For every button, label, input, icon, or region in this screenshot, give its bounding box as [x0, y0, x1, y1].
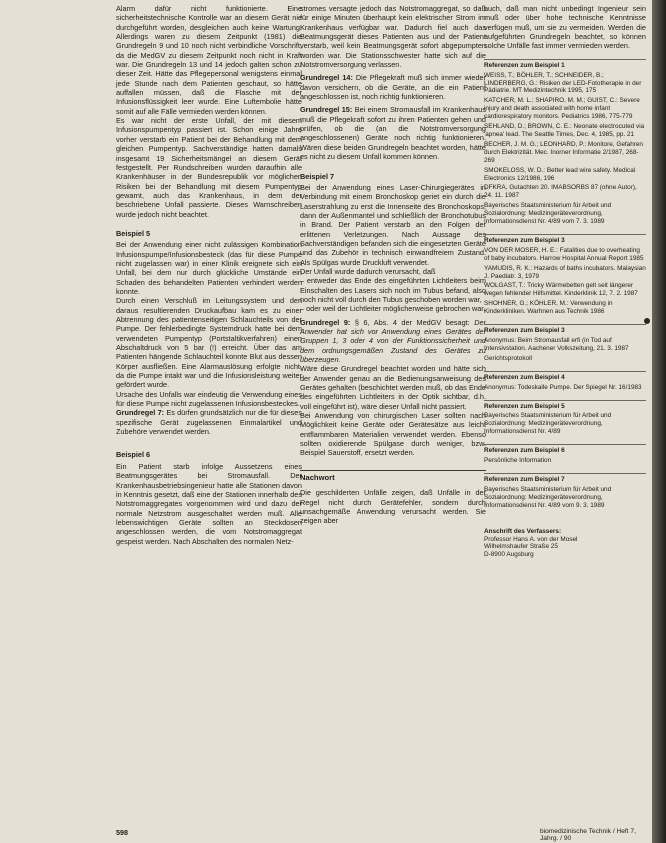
text-column-3 [484, 4, 646, 559]
paragraph: Bei der Anwendung einer nicht zulässigen Kombination Infusionspumpe/Infusionsbesteck (das für diese Pumpe nicht zugelassen war) in einer Klinik ereignete sich ein Unfall, bei dem nur durch glückliche Umstände ein Schaden des behandelten Patienten verhindert werden konnte. [116, 240, 302, 296]
reference-heading: Referenzen zum Beispiel 3 [484, 234, 646, 245]
rule-label: Grundregel 15: [300, 105, 353, 115]
paragraph: Bei Anwendung von chirurgischen Laser sollten nach Möglichkeit keine Geräte oder Gerätesätze aus leicht entflammbaren Materialien verwendet werden. Ebenso sollten oxidierende Spülgase durch weniger, bzw. Beispiel Sauerstoff, ersetzt werden. [300, 411, 486, 458]
reference-entry: Bayerisches Staatsministerium für Arbeit und Sozialordnung: Medizingeräteverordnung, Informationsdienst Nr. 4/89 [484, 412, 612, 436]
paragraph: Ursache des Unfalls war eindeutig die Verwendung eines für diese Pumpe nicht zugelassenen Infusionsbesteckes. [116, 389, 302, 409]
rule-label: Grundregel 9: [300, 317, 351, 327]
paragraph: Bei der Anwendung eines Laser-Chirurgiegerätes in Verbindung mit einem Bronchoskop geriet ein durch die Laserstrahlung zu erst die Innenseite des Bronchoskops, dann der Außenmantel und schließlich der Bronchotubus in Brand. Der Patient verstarb an den Folgen der erlittenen Verletzungen. Nach Aussage des Sachverständigen befanden sich die eingesetzten Geräte und das Zubehör in technisch einwandfreiem Zustand. Als Spülgas wurde Druckluft verwendet. [300, 182, 486, 267]
paragraph: auch, daß man nicht unbedingt Ingenieur sein muß oder über hohe technische Kenntnisse verfügen muß, um sie zu vermeiden. Werden die aufgeführten Grundregeln beachtet, so können solche Unfälle fast immer vermieden werden. [484, 4, 646, 51]
rule-label: Grundregel 7: [116, 408, 165, 418]
paragraph: Der Unfall wurde dadurch verursacht, daß [300, 266, 436, 276]
reference-heading: Referenzen zum Beispiel 3 [484, 324, 646, 335]
reference-entry: WEISS, T.; BÖHLER, T.; SCHNEIDER, B.; LINDERBERG, G.: Risiken der LED-Fototherapie in der Pädiatrie. MT Medizintechnik 1995, 175 [484, 71, 642, 95]
section-heading: Beispiel 7 [300, 171, 335, 181]
reference-heading: Referenzen zum Beispiel 7 [484, 473, 646, 484]
reference-heading: Referenzen zum Beispiel 1 [484, 59, 646, 70]
reference-entry: KATCHER, M. L.; SHAPIRO, M. M.; GUIST, C.: Severe injury and death associated with home infant cardiorespiratory monitors. Pediatrics 1986, 775-779 [484, 97, 640, 121]
reference-entry: SMOKELOSS, W. D.: Better lead wire safety. Medical Electronics 12/1986, 196 [484, 166, 636, 182]
reference-heading: Referenzen zum Beispiel 4 [484, 371, 646, 382]
rule-text: Die Pflegekraft muß sich immer wieder davon versichern, ob die Geräte, an die ein Patient angeschlossen ist, noch richtig funktionieren. [300, 73, 486, 102]
address-heading: Anschrift des Verfassers: [484, 527, 562, 535]
page-number: 598 [116, 828, 128, 837]
rule-paragraph [300, 318, 486, 365]
reference-entry: VON DER MOSER, H. E.: Fatalities due to overheating of baby incubators. Harrow Hospital Annual Report 1985 [484, 246, 644, 262]
reference-entry: DFKRA, Gutachten 20. IMABSORBS 87 (ohne Autor), 24. 11. 1987 [484, 184, 637, 200]
reference-list [484, 59, 646, 510]
section-heading: Beispiel 5 [116, 228, 151, 238]
address-line: Professor Hans A. von der Mosel [484, 535, 578, 543]
reference-entry: Gerichtsprotokoll [484, 354, 532, 362]
reference-entry: SHOHNER, G.; KÖHLER, M.: Verwendung in Kinderkliniken. Warhnen aus Technik 1986 [484, 300, 613, 316]
reference-entry: YAMUDIS, R. K.: Hazards of baths incubators. Malaysian J. Paediatr. 3, 1979 [484, 264, 646, 280]
rule-paragraph [300, 105, 486, 161]
section-heading-afterword: Nachwort [300, 470, 486, 482]
paragraph: Wäre diese Grundregel beachtet worden und hätte sich der Anwender genau an die Bedienungsanweisung des Gerätes gehalten (beschichtet werden muß, ob das Ende des eingeführten Lichtleiters in der Optik sichtbar, d.h. voll eingeführt ist), wäre dieser Unfall nicht passiert. [300, 364, 486, 411]
reference-entry: SEHLAND, D.; BROWN, C. E.: Neonate electrocuted via 'apnea' lead. The Seattle Times, Dec. 4, 1985, pp. 21 [484, 123, 645, 138]
reference-entry: Anonymus: Beim Stromausfall erfi (in Tod auf Intensivstation. Aachener Volkszeitung, 21. 3. 1987 [484, 337, 629, 352]
list-item: – oder weil der Lichtleiter möglicherweise gebrochen war. [300, 304, 486, 314]
text-column-2 [300, 4, 486, 526]
rule-text: Es dürfen grundsätzlich nur die für dieses spezifische Gerät zugelassenen Einmalartikel und Zubehöre verwendet werden. [116, 408, 302, 437]
reference-entry: Bayerisches Staatsministerium für Arbeit und Sozialordnung: Medizingeräteverordnung, Informationsdienst Nr. 4/89 vom 7. 3. 1989 [484, 202, 612, 226]
list-item: – entweder das Ende des eingeführten Lichtleiters beim Einschalten des Lasers sich noch im Tubus befand, also noch nicht voll durch den Tubus geschoben worden war, [300, 276, 486, 304]
reference-entry: Anonymus: Todeskalle Pumpe. Der Spiegel Nr. 16/1983 [484, 383, 642, 391]
address-line: Wilhelmshaufer Straße 25 [484, 543, 558, 551]
text-column-1 [116, 4, 302, 546]
paragraph: Ein Patient starb infolge Aussetzens eines Beatmungsgerätes bei Stromausfall. Der Krankenhausbetriebsingenieur hatte alle Stationen davon in Kenntnis gesetzt, daß eine der Stationen innerhalb des Notstromaggregates vorgenommen wird und dazu der normale Netzstrom ausgeschaltet werden muß. Alle lebenswichtigen Geräte sollten an Steckdosen angeschlossen werden, die vom Notstromaggregat gespeist werden. Nach Abschalten des normalen Netz- [116, 461, 302, 546]
paragraph: Es war nicht der erste Unfall, der mit diesem Infusionspumpentyp passiert ist. Schon einige Jahre vorher verstarb ein Patient bei der Behandlung mit dem gleichen Pumpentyp. Sachverständige hatten damals insgesamt 19 Sicherheitsmängel an diesem Gerät festgestellt. Per Rundschreiben wurden daraufhin alle Krankenhäuser in der Bundesrepublik vor möglichen Risiken bei der Behandlung mit diesem Pumpentyp gewarnt, auch das Krankenhaus, in dem der beschriebene Unfall passierte. Dieses Warnschreiben wurde jedoch nicht beachtet. [116, 116, 302, 219]
rule-text: Bei einem Stromausfall im Krankenhaus muß die Pflegekraft sofort zu ihren Patienten gehen und prüfen, ob die (an die Notstromversorgung angeschlossenen) Geräte noch richtig funktionieren. Wären diese beiden Grundregeln beachtet worden, hätte es nicht zu diesem Unfall kommen können. [300, 105, 487, 162]
journal-footer: biomedizinische Technik / Heft 7, Jahrg. / 90 [540, 828, 636, 842]
rule-paragraph [116, 408, 302, 436]
paragraph: Alarm dafür nicht funktionierte. Eine sicherheitstechnische Kontrolle war an diesem Gerät nie durchgeführt worden, desgleichen auch keine Wartung. Allerdings waren zu diesem Zeitpunkt (1981) die Grundregeln 9 und 10 noch nicht verbindliche Vorschrift, da die MedGV zu diesem Zeitpunkt noch nicht in Kraft war. Die Grundregeln 13 und 14 jedoch galten schon zu dieser Zeit. Hätte das Pflegepersonal wenigstens einmal jede Stunde nach dem Patienten geschaut, so hätte auffallen müssen, daß die Flasche mit der Infusionsflüssigkeit leer wurde. Eine Luftembolie hätte somit auf alle Fälle vermieden werden können. [116, 4, 302, 116]
page-edge-shadow [652, 0, 666, 843]
reference-entry: BECHER, J. M. G.; LEONHARD, P.: Monitore, Gefahren durch Elektrizität. Mec. Inorner Informatie 2/1987, 268-269 [484, 140, 643, 164]
rule-quote: Der Anwender hat sich vor Anwendung eines Gerätes der Gruppen 1, 3 oder 4 von der Funktionssicherheit und dem ordnungsgemäßen Zustand des Gerätes zu überzeugen. [300, 317, 487, 365]
reference-heading: Referenzen zum Beispiel 5 [484, 400, 646, 411]
reference-entry: Bayerisches Staatsministerium für Arbeit und Sozialordnung: Medizingeräteverordnung, Informationsdienst Nr. 4/89 vom 9. 3. 1989 [484, 485, 612, 509]
rule-paragraph [300, 73, 486, 101]
reference-entry: Persönliche Information [484, 457, 552, 465]
paragraph: stromes versagte jedoch das Notstromaggregat, so daß für einige Minuten überhaupt kein elektrischer Strom im Krankenhaus verfügbar war. Dadurch fiel auch das Beatmungsgerät dieses Patienten aus und der Patient verstarb, weil kein Beatmungsgerät sofort abgepumpten worden war. Die Stationsschwester hatte sich auf die Notstromversorgung verlassen. [300, 4, 486, 70]
rule-text: § 6, Abs. 4 der MedGV besagt: [350, 317, 475, 327]
paragraph: Durch einen Verschluß im Leitungssystem und den daraus resultierenden Druckaufbau kam es zu einer Abtrennung des patientenseitigen Schlauchteils von der Pumpe. Der fehlerbedingte Systemdruck hatte bei dem verwendeten Pumpentyp (Portstaltikverfahren) einen Abschaltdruck von 5 bar (!) erreicht. Über das am Patienten hängende Schlauchteil konnte Blut aus dessen Körper ausfließen. Eine Alarmauslösung erfolgte nicht, da die Pumpe intakt war und die Infusionsleistung weiter gefördert wurde. [116, 296, 302, 390]
binding-hole-mark [644, 318, 650, 324]
paragraph: Die geschilderten Unfälle zeigen, daß Unfälle in der Regel nicht durch Gerätefehler, sondern durch unsachgemäße Anwendung verursacht werden. Sie zeigen aber [300, 488, 486, 526]
reference-heading: Referenzen zum Beispiel 6 [484, 444, 646, 455]
reference-entry: WOLGAST, T.: Tricky Wärmebetten gelt seit längerer wegen fehlender Hilfsmittel. Kinderklinik 12, 7. 2. 1987 [484, 282, 638, 298]
section-heading: Beispiel 6 [116, 450, 151, 460]
address-line: D-8900 Augsburg [484, 551, 534, 559]
author-address [484, 536, 646, 560]
rule-label: Grundregel 14: [300, 73, 353, 83]
